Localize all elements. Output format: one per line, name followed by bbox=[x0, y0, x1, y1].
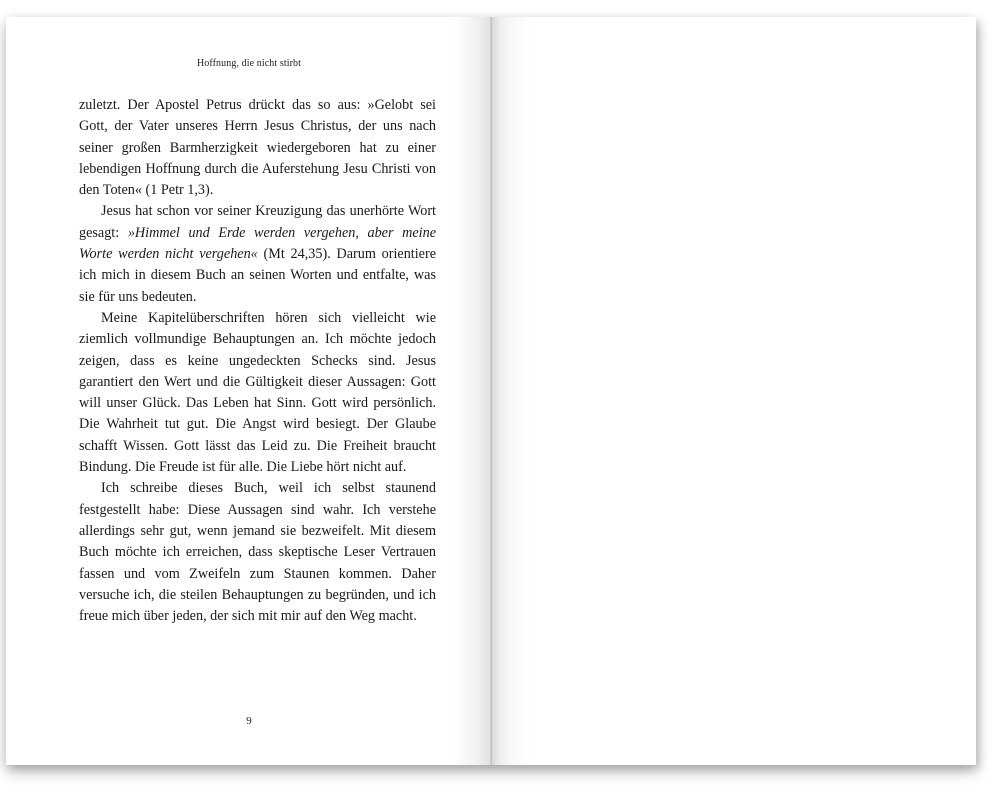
paragraph-3: Meine Kapitelüberschriften hören sich vielleicht wie ziemlich vollmundige Behauptungen an. Ich möchte jedoch zeigen, dass es keine ungedeckten Schecks sind. Jesus garantiert den Wert und die Gültigkeit dieser Aussagen: Gott will unser Glück. Das Leben hat Sinn. Gott wird persönlich. Die Wahrheit tut gut. Die Angst wird besiegt. Der Glaube schafft Wissen. Gott lässt das Leid zu. Die Freiheit braucht Bindung. Die Freude ist für alle. Die Liebe hört nicht auf. bbox=[79, 309, 436, 476]
paragraph-2 bbox=[79, 201, 436, 307]
paragraph-4: Ich schreibe dieses Buch, weil ich selbst staunend festgestellt habe: Diese Aussagen sind wahr. Ich verstehe allerdings sehr gut, wenn jemand sie bezweifelt. Mit diesem Buch möchte ich erreichen, dass skeptische Leser Vertrauen fassen und vom Zweifeln zum Staunen kommen. Daher versuche ich, die steilen Behauptungen zu begründen, und ich freue mich über jeden, der sich mit mir auf den Weg macht. bbox=[79, 480, 436, 625]
book-spread bbox=[6, 17, 976, 765]
left-page bbox=[6, 17, 492, 765]
paragraph-2-intro: Jesus hat schon vor seiner Kreuzigung das unerhörte Wort gesagt: bbox=[79, 203, 436, 241]
paragraph-1: zuletzt. Der Apostel Petrus drückt das so aus: »Gelobt sei Gott, der Vater unseres Herrn Jesus Christus, der uns nach seiner großen Barmherzigkeit wiedergeboren hat zu einer lebendigen Hoffnung durch die Auferstehung Jesu Christi von den Toten« (1 Petr 1,3). bbox=[79, 97, 436, 199]
scripture-quote: »Himmel und Erde werden vergehen, aber meine Worte werden nicht vergehen« bbox=[79, 224, 436, 263]
paragraph-2-rest: (Mt 24,35). Darum orientiere ich mich in diesem Buch an seinen Worten und entfalte, was sie für uns bedeuten. bbox=[79, 246, 436, 305]
running-head: Hoffnung, die nicht stirbt bbox=[196, 58, 302, 69]
right-page bbox=[492, 17, 976, 765]
body-text bbox=[79, 95, 436, 627]
page-number: 9 bbox=[246, 715, 252, 727]
